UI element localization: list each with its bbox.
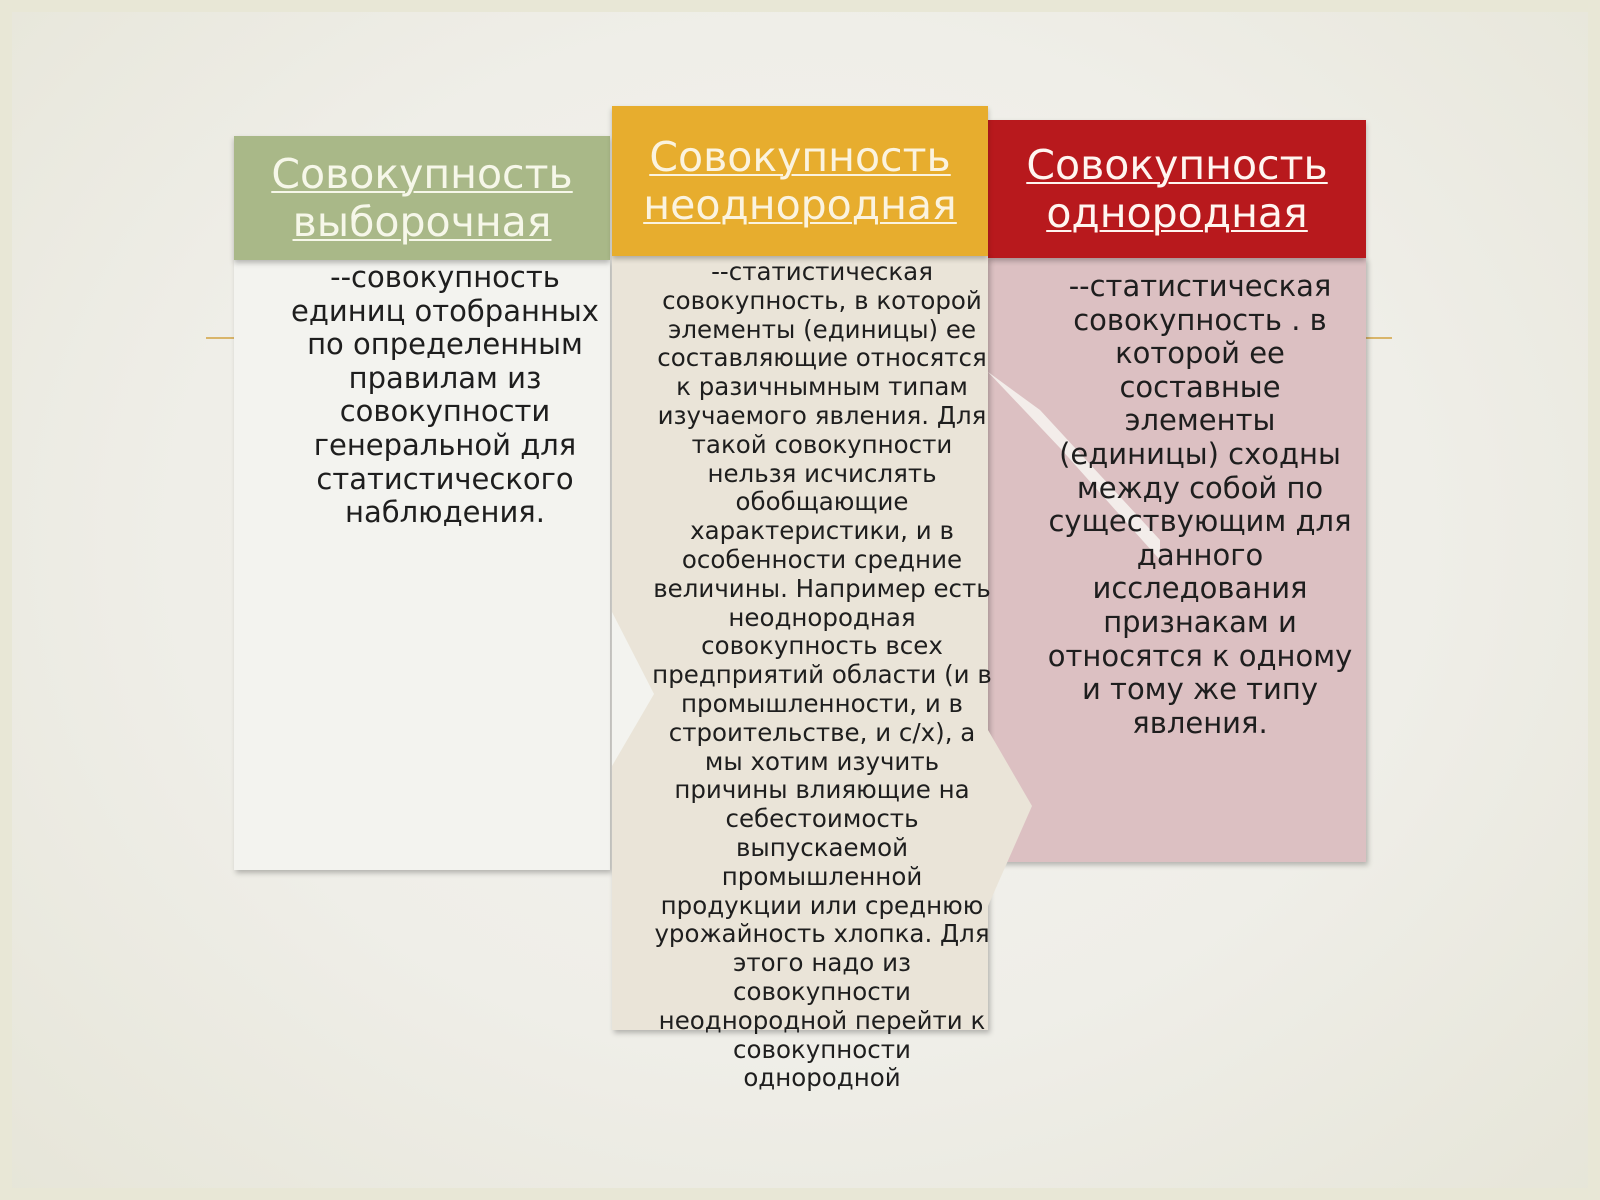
column-heterogeneous-description: --статистическая совокупность, в которой элементы (единицы) ее составляющие относятся к разичнымным типам изучаемого явления. Для такой совокупности нельзя исчислять обобщающие характеристики, и в особенности средние величины. Например есть неоднородная совокупность всех предприятий области (и в промышленности, и в строительстве, и с/х), а мы хотим изучить причины влияющие на себестоимость выпускаемой промышленной продукции или среднюю урожайность хлопка. Для этого надо из совокупности неоднородной перейти к совокупности однородной bbox=[652, 257, 992, 1093]
column-homogeneous-description: --статистическая совокупность . в которой ее составные элементы (единицы) сходны между собой по существующим для данного исследования признакам и относятся к одному и тому же типу явления. bbox=[1047, 269, 1353, 740]
column-heterogeneous-title-line1[interactable]: Совокупность bbox=[649, 133, 951, 181]
column-sample-title-line1[interactable]: Совокупность bbox=[271, 150, 573, 198]
column-sample-title-line2[interactable]: выборочная bbox=[292, 198, 552, 246]
chevron-arrow-left bbox=[612, 612, 654, 766]
column-sample-description: --совокупность единиц отобранных по определенным правилам из совокупности генеральной для статистического наблюдения. bbox=[291, 260, 599, 530]
column-homogeneous-title-line1[interactable]: Совокупность bbox=[1026, 141, 1328, 189]
column-heterogeneous-title-line2[interactable]: неоднородная bbox=[643, 181, 957, 229]
chevron-arrow-right bbox=[988, 730, 1032, 906]
column-homogeneous-title-line2[interactable]: однородная bbox=[1046, 189, 1308, 237]
